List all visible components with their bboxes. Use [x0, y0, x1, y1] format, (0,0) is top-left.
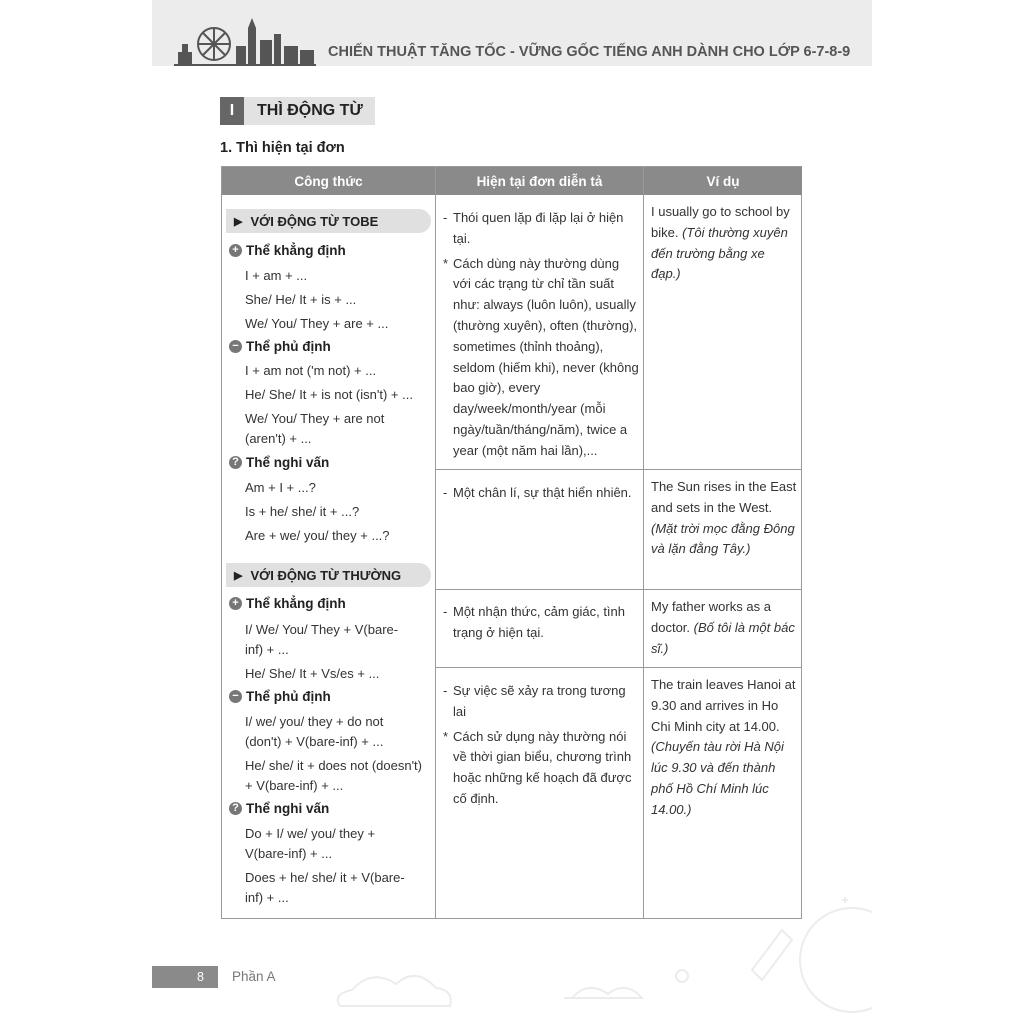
city-skyline-icon — [174, 16, 316, 66]
plus-circle-icon: + — [229, 244, 242, 257]
decorative-doodles-icon — [152, 880, 872, 1024]
column-divider — [435, 167, 436, 919]
page-number-tab: 8 — [152, 966, 218, 988]
affirmative-label: + Thể khẳng định — [229, 596, 346, 611]
subsection-title: 1. Thì hiện tại đơn — [220, 140, 345, 156]
example-cell-2: The Sun rises in the East and sets in the West. (Mặt trời mọc đằng Đông và lặn đằng Tây.) — [651, 479, 797, 557]
section-heading — [220, 97, 375, 125]
section-number: I — [220, 97, 244, 125]
row-divider — [436, 469, 802, 470]
usage-cell-3: - Một nhận thức, cảm giác, tình trạng ở hiện tại. — [443, 604, 626, 640]
tobe-group-label: ▶ VỚI ĐỘNG TỪ TOBE — [226, 209, 431, 233]
example-cell-1: I usually go to school by bike. (Tôi thường xuyên đến trường bằng xe đạp.) — [651, 204, 790, 282]
section-title: THÌ ĐỘNG TỪ — [244, 97, 375, 125]
formula-line: Do + I/ we/ you/ they + V(bare-inf) + ... — [245, 826, 376, 861]
affirmative-label: + Thể khẳng định — [229, 243, 346, 258]
usage-cell-4: - Sự việc sẽ xảy ra trong tương lai * Cách sử dụng này thường nói về thời gian biểu, chương trình hoặc những kế hoạch đã được cố định. — [443, 683, 632, 806]
formula-line: I + am not ('m not) + ... — [245, 363, 377, 378]
book-title: CHIẾN THUẬT TĂNG TỐC - VỮNG GỐC TIẾNG ANH DÀNH CHO LỚP 6-7-8-9 — [328, 44, 851, 60]
column-header-usage: Hiện tại đơn diễn tả — [436, 167, 643, 195]
negative-label: − Thể phủ định — [229, 339, 331, 354]
part-label: Phần A — [232, 969, 276, 984]
example-cell-4: The train leaves Hanoi at 9.30 and arrives in Ho Chi Minh city at 14.00. (Chuyến tàu rời Hà Nội lúc 9.30 và đến thành phố Hồ Chí Minh lúc 14.00.) — [651, 677, 796, 817]
formula-line: We/ You/ They + are + ... — [245, 316, 389, 331]
formula-line: We/ You/ They + are not (aren't) + ... — [245, 411, 385, 446]
usage-cell-1: - Thói quen lặp đi lặp lại ở hiện tại. * Cách dùng này thường dùng với các trạng từ chỉ tần suất như: always (luôn luôn), usually (thường xuyên), often (thường), sometimes (thỉnh thoảng), seldom (hiếm khi), never (không bao giờ), every day/week/month/year (mỗi ngày/tuần/tháng/năm), twice a year (một năm hai lần),... — [443, 210, 639, 458]
formula-line: Is + he/ she/ it + ...? — [245, 504, 360, 519]
formula-line: Does + he/ she/ it + V(bare-inf) + ... — [245, 870, 405, 905]
usage-cell-2: - Một chân lí, sự thật hiển nhiên. — [443, 485, 632, 500]
formula-line: I + am + ... — [245, 268, 308, 283]
question-circle-icon: ? — [229, 456, 242, 469]
minus-circle-icon: − — [229, 690, 242, 703]
column-header-formula: Công thức — [222, 167, 435, 195]
play-triangle-icon: ▶ — [234, 215, 243, 228]
formula-line: He/ She/ It + Vs/es + ... — [245, 666, 380, 681]
book-page — [152, 0, 872, 1024]
formula-line: She/ He/ It + is + ... — [245, 292, 357, 307]
question-label: ? Thể nghi vấn — [229, 801, 329, 816]
question-label: ? Thể nghi vấn — [229, 455, 329, 470]
normal-verb-group-label: ▶ VỚI ĐỘNG TỪ THƯỜNG — [226, 563, 431, 587]
column-divider — [643, 167, 644, 919]
negative-label: − Thể phủ định — [229, 689, 331, 704]
example-cell-3: My father works as a doctor. (Bố tôi là một bác sĩ.) — [651, 599, 795, 656]
formula-line: I/ We/ You/ They + V(bare-inf) + ... — [245, 622, 399, 657]
formula-line: Am + I + ...? — [245, 480, 316, 495]
play-triangle-icon: ▶ — [234, 569, 243, 582]
formula-line: Are + we/ you/ they + ...? — [245, 528, 390, 543]
grammar-table — [221, 166, 802, 919]
column-header-example: Ví dụ — [644, 167, 802, 195]
page-header — [152, 0, 872, 66]
formula-line: He/ She/ It + is not (isn't) + ... — [245, 387, 413, 402]
question-circle-icon: ? — [229, 802, 242, 815]
minus-circle-icon: − — [229, 340, 242, 353]
formula-line: I/ we/ you/ they + do not (don't) + V(bare-inf) + ... — [245, 714, 384, 749]
row-divider — [436, 589, 802, 590]
plus-circle-icon: + — [229, 597, 242, 610]
formula-line: He/ she/ it + does not (doesn't) + V(bare-inf) + ... — [245, 758, 422, 793]
row-divider — [436, 667, 802, 668]
